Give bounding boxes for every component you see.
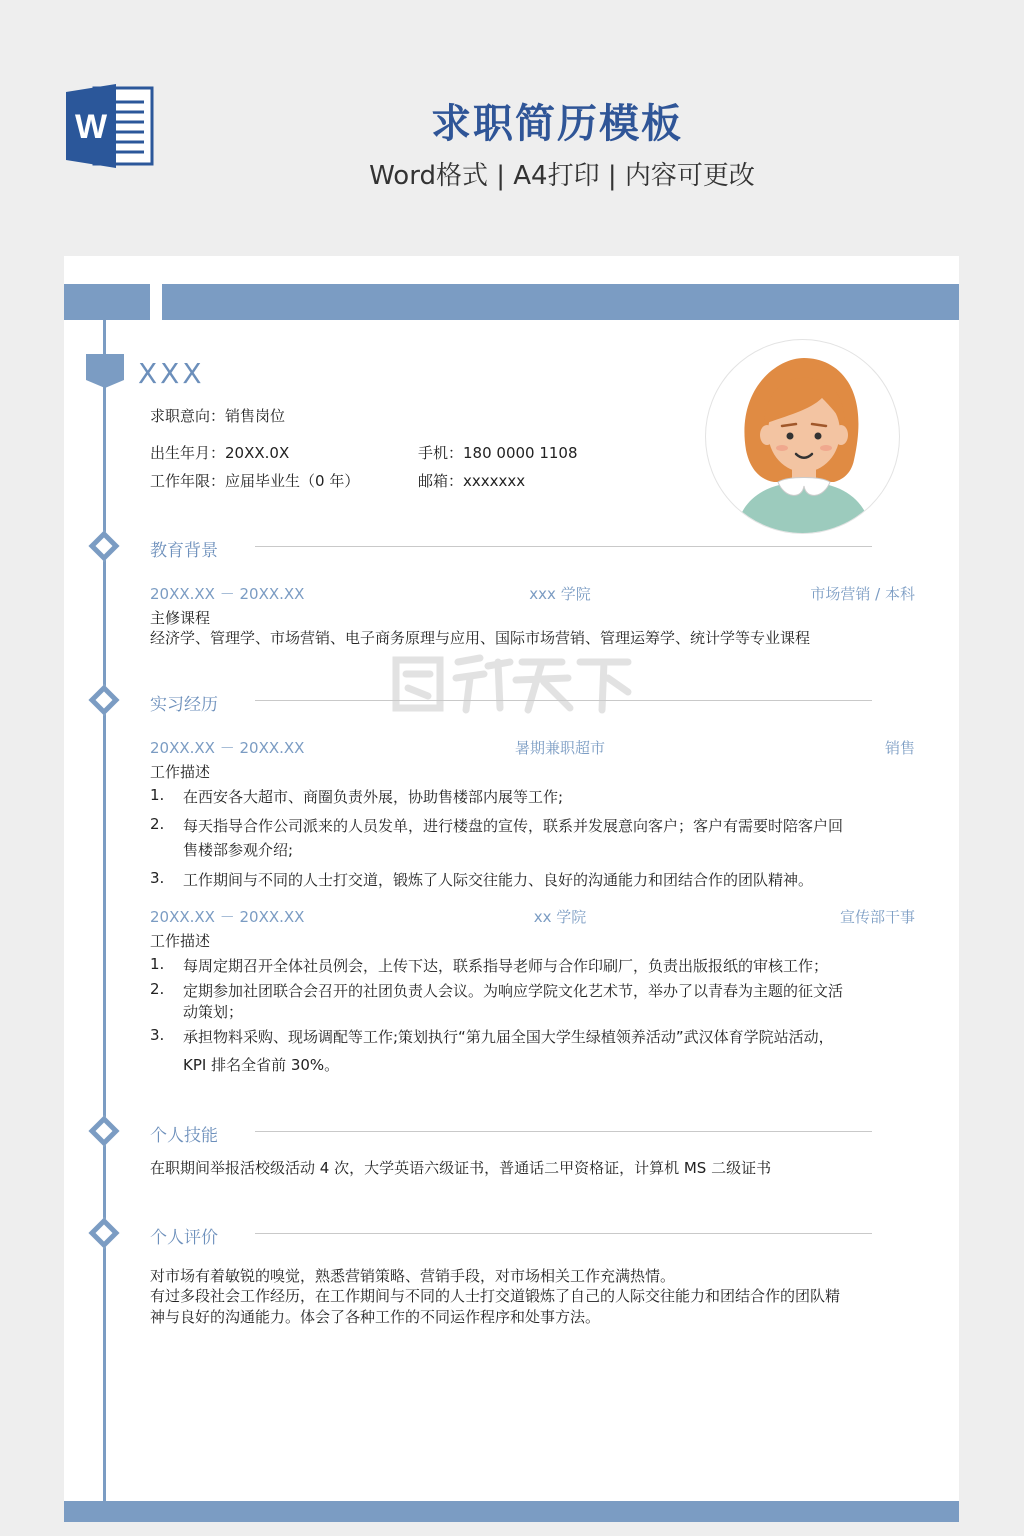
watermark-logo: [388, 648, 636, 718]
education-major: 市场营销 / 本科: [810, 585, 915, 603]
internship-1-org: 暑期兼职超市: [514, 739, 605, 757]
internship-2-role: 宣传部干事: [839, 908, 915, 926]
internship-1-item-2-line-1: 每天指导合作公司派来的人员发单，进行楼盘的宣传，联系并发展意向客户；客户有需要时陪客户回: [183, 817, 844, 835]
job-intent: 求职意向：销售岗位: [150, 407, 286, 425]
internship-1-item-3: 工作期间与不同的人士打交道，锻炼了人际交往能力、良好的沟通能力和团结合作的团队精神。: [183, 871, 814, 889]
skills-section-title: 个人技能: [150, 1126, 218, 1146]
courses-text: 经济学、管理学、市场营销、电子商务原理与应用、国际市场营销、管理运筹学、统计学等专业课程: [150, 629, 811, 647]
internship-2-item-3-line-2: KPI 排名全省前 30%。: [183, 1056, 340, 1074]
skills-divider: [255, 1131, 872, 1132]
internship-1-item-3-num: 3.: [150, 869, 165, 887]
internship-2-desc-label: 工作描述: [150, 932, 211, 950]
phone: 手机：180 0000 1108: [418, 444, 578, 462]
internship-2-item-1-num: 1.: [150, 955, 165, 973]
skills-text: 在职期间举报活校级活动 4 次，大学英语六级证书，普通话二甲资格证，计算机 MS 二级证书: [150, 1159, 772, 1177]
internship-2-org: xx 学院: [533, 908, 587, 926]
page-title: 求职简历模板: [431, 101, 683, 147]
education-divider: [255, 546, 872, 547]
avatar: [705, 339, 900, 534]
evaluation-line-3: 神与良好的沟通能力。体会了各种工作的不同运作程序和处事方法。: [150, 1308, 601, 1326]
internship-2-item-3-num: 3.: [150, 1026, 165, 1044]
birth-date: 出生年月：20XX.0X: [150, 444, 290, 462]
evaluation-section-title: 个人评价: [150, 1228, 218, 1248]
avatar-illustration: [706, 340, 900, 534]
education-section-title: 教育背景: [150, 541, 218, 561]
timeline-line: [103, 320, 106, 1501]
internship-1-item-1-num: 1.: [150, 786, 165, 804]
internship-1-desc-label: 工作描述: [150, 763, 211, 781]
internship-1-item-1: 在西安各大超市、商圈负责外展，协助售楼部内展等工作;: [183, 788, 564, 806]
internship-1-period: 20XX.XX － 20XX.XX: [150, 739, 305, 757]
internship-2-item-1: 每周定期召开全体社员例会，上传下达，联系指导老师与合作印刷厂，负责出版报纸的审核工作；: [183, 957, 829, 975]
bottom-band: [64, 1501, 959, 1522]
internship-2-item-3-line-1: 承担物料采购、现场调配等工作;策划执行“第九届全国大学生绿植领养活动”武汉体育学院站活动，: [183, 1028, 834, 1046]
name-flag-marker: [86, 354, 124, 388]
evaluation-line-1: 对市场有着敏锐的嗅觉，熟悉营销策略、营销手段，对市场相关工作充满热情。: [150, 1267, 676, 1285]
page-subtitle: Word格式 | A4打印 | 内容可更改: [369, 161, 755, 191]
internship-2-item-2-line-2: 动策划；: [183, 1003, 244, 1021]
internship-2-period: 20XX.XX － 20XX.XX: [150, 908, 305, 926]
word-icon-letter: W: [74, 108, 108, 146]
top-band-left: [64, 284, 150, 320]
evaluation-line-2: 有过多段社会工作经历，在工作期间与不同的人士打交道锻炼了自己的人际交往能力和团结合作的团队精: [150, 1287, 841, 1305]
internship-divider: [255, 700, 872, 701]
evaluation-divider: [255, 1233, 872, 1234]
top-band-right: [162, 284, 959, 320]
education-school: xxx 学院: [529, 585, 591, 603]
work-years: 工作年限：应届毕业生（0 年）: [150, 472, 360, 490]
internship-2-item-2-num: 2.: [150, 980, 165, 998]
internship-section-title: 实习经历: [150, 695, 218, 715]
internship-1-item-2-line-2: 售楼部参观介绍;: [183, 841, 294, 859]
courses-label: 主修课程: [150, 609, 211, 627]
internship-2-item-2-line-1: 定期参加社团联合会召开的社团负责人会议。为响应学院文化艺术节，举办了以青春为主题的征文活: [183, 982, 844, 1000]
candidate-name: XXX: [138, 357, 205, 390]
internship-1-item-2-num: 2.: [150, 815, 165, 833]
internship-1-role: 销售: [884, 739, 915, 757]
email: 邮箱：xxxxxxx: [418, 472, 526, 490]
education-period: 20XX.XX － 20XX.XX: [150, 585, 305, 603]
